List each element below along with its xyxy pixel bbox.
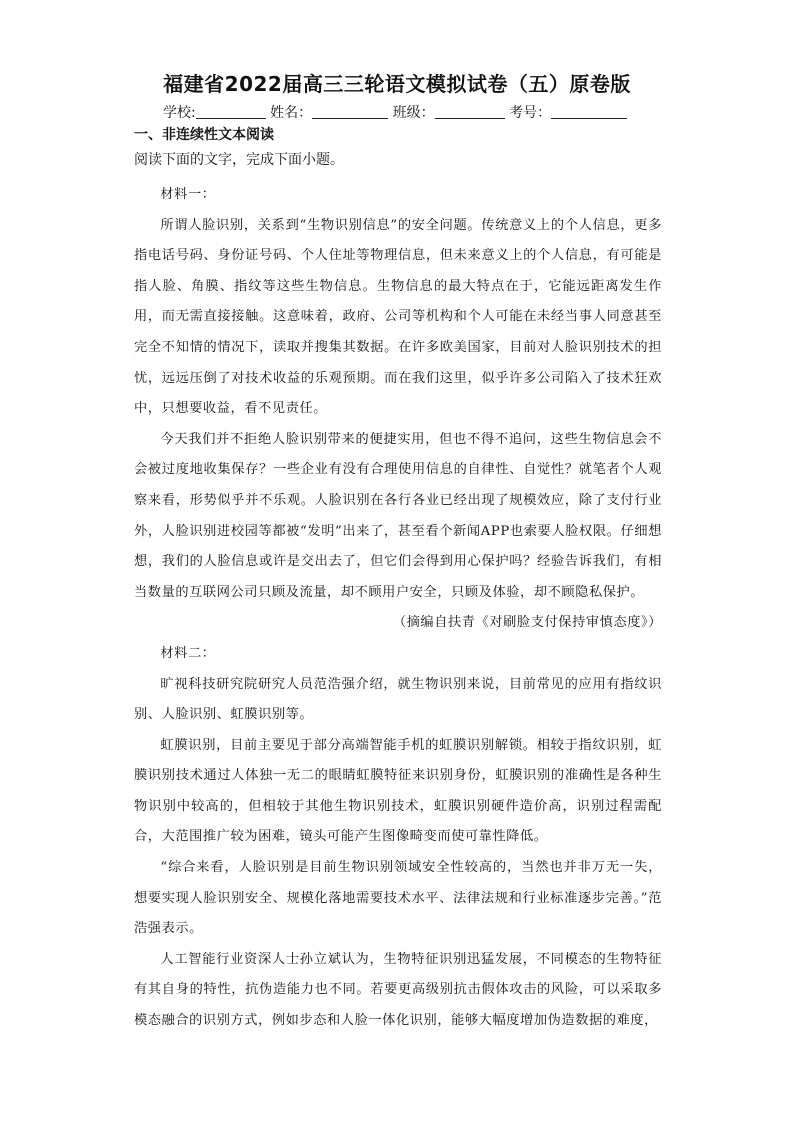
name-label: 姓名： — [270, 105, 313, 121]
school-label: 学校: — [163, 105, 196, 121]
material2-paragraph-1: 旷视科技研究院研究人员范浩强介绍，就生物识别来说，目前常见的应用有指纹识别、人脸识别、虹膜识别等。 — [134, 676, 662, 723]
reading-text — [134, 180, 662, 1037]
material1-source: （摘编自扶青《对刷脸支付保持审慎态度》） — [392, 615, 662, 631]
number-blank — [551, 104, 627, 119]
material1-paragraph-1: 所谓人脸识别，关系到“生物识别信息”的安全问题。传统意义上的个人信息，更多指电话号码、身份证号码、个人住址等物理信息，但未来意义上的个人信息，有可能是指人脸、角膜、指纹等这些生物信息。生物信息的最大特点在于，它能远距离发生作用，而无需直接接触。这意味着，政府、公司等机构和个人可能在未经当事人同意甚至完全不知情的情况下，读取并搜集其数据。在许多欧美国家，目前对人脸识别技术的担忧，远远压倒了对技术收益的乐观预期。而在我们这里，似乎许多公司陷入了技术狂欢中，只想要收益，看不见责任。 — [134, 217, 662, 417]
class-label: 班级： — [392, 105, 435, 121]
exam-title: 福建省2022届高三三轮语文模拟试卷（五）原卷版 — [163, 72, 631, 96]
name-blank — [312, 104, 388, 119]
section-instruction: 阅读下面的文字，完成下面小题。 — [134, 152, 344, 168]
material2-paragraph-4: 人工智能行业资深人士孙立斌认为，生物特征识别迅猛发展，不同模态的生物特征有其自身的特性，抗伪造能力也不同。若要更高级别抗击假体攻击的风险，可以采取多模态融合的识别方式，例如步态和人脸一体化识别，能够大幅度增加伪造数据的难度， — [134, 951, 662, 1029]
student-info-line — [163, 102, 627, 122]
material1-paragraph-2: 今天我们并不拒绝人脸识别带来的便捷实用，但也不得不追问，这些生物信息会不会被过度地收集保存？一些企业有没有合理使用信息的自律性、自觉性？就笔者个人观察来看，形势似乎并不乐观。人脸识别在各行各业已经出现了规模效应，除了支付行业外，人脸识别进校园等都被“发明”出来了，甚至看个新闻APP也索要人脸权限。仔细想想，我们的人脸信息或许是交出去了，但它们会得到用心保护吗？经验告诉我们，有相当数量的互联网公司只顾及流量，却不顾用户安全，只顾及体验，却不顾隐私保护。 — [134, 431, 662, 600]
number-label: 考号： — [509, 105, 552, 121]
material1-label: 材料一： — [160, 187, 216, 202]
class-blank — [435, 104, 505, 119]
section-heading: 一、非连续性文本阅读 — [134, 127, 274, 143]
material2-paragraph-2: 虹膜识别，目前主要见于部分高端智能手机的虹膜识别解锁。相较于指纹识别，虹膜识别技术通过人体独一无二的眼睛虹膜特征来识别身份，虹膜识别的准确性是各种生物识别中较高的，但相较于其他生物识别技术，虹膜识别硬件造价高，识别过程需配合，大范围推广较为困难，镜头可能产生图像畸变而使可靠性降低。 — [134, 737, 662, 845]
school-blank — [196, 104, 266, 119]
material2-paragraph-3: “综合来看，人脸识别是目前生物识别领域安全性较高的，当然也并非万无一失，想要实现人脸识别安全、规模化落地需要技术水平、法律法规和行业标准逐步完善。”范浩强表示。 — [134, 860, 662, 937]
material2-label: 材料二： — [160, 645, 216, 661]
